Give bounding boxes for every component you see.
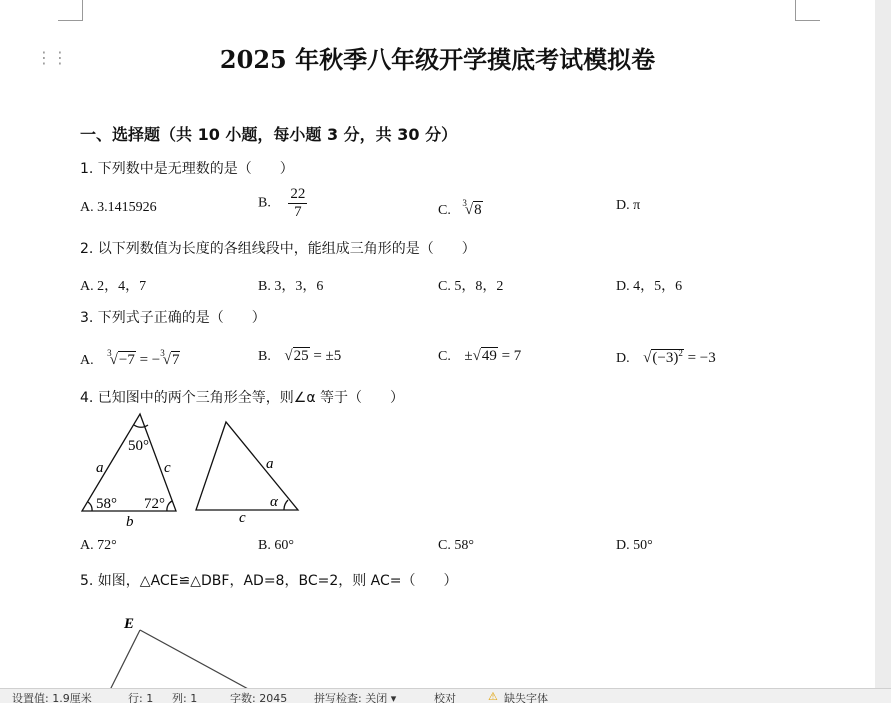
warning-icon: ⚠ <box>488 690 498 703</box>
section-heading: 一、选择题（共 10 小题，每小题 3 分，共 30 分） <box>80 125 458 144</box>
q4-fig1-side-a: a <box>96 460 104 476</box>
q4-triangles-figure <box>76 410 316 530</box>
q2-option-d: D. 4，5，6 <box>616 279 683 294</box>
status-word-count[interactable]: 字数: 2045 <box>230 692 288 703</box>
status-spell-check[interactable]: 拼写检查: 关闭 ▾ <box>314 692 397 703</box>
vertical-scrollbar[interactable] <box>875 0 891 688</box>
q1-option-d: D. π <box>616 198 641 213</box>
q4-fig2-side-a: a <box>266 456 274 472</box>
q4-option-c: C. 58° <box>438 538 474 553</box>
q1-b-denominator: 7 <box>294 204 302 220</box>
q4-fig1-right-angle: 72° <box>144 496 165 512</box>
page-title: 2025 年秋季八年级开学摸底考试模拟卷 <box>219 45 656 74</box>
q4-fig1-side-c: c <box>164 460 171 476</box>
status-bar <box>0 688 891 703</box>
question-4-stem: 4. 已知图中的两个三角形全等，则∠α 等于（ ） <box>80 390 405 406</box>
q3-option-a: A. $^3$√−7 = −$^3$√7 <box>80 348 180 368</box>
q4-option-a: A. 72° <box>80 538 117 553</box>
q4-triangle-2 <box>196 422 298 510</box>
question-3-stem: 3. 下列式子正确的是（ ） <box>80 310 266 326</box>
q5-line-right <box>140 630 250 688</box>
crop-mark-top-left <box>58 0 83 21</box>
status-proofread[interactable]: 校对 <box>434 692 456 703</box>
q4-fig2-alpha: α <box>270 494 278 510</box>
question-1-stem: 1. 下列数中是无理数的是（ ） <box>80 161 294 177</box>
q3-option-d: D. $√(-3)^2 = -3$ <box>616 348 716 366</box>
q1-b-numerator: 22 <box>290 186 306 202</box>
q5-line-left <box>110 630 140 688</box>
q4-fig2-side-c: c <box>239 510 246 526</box>
q4-fig1-side-b: b <box>126 514 134 530</box>
status-setting-value[interactable]: 设置值: 1.9厘米 <box>12 692 92 703</box>
q4-fig1-left-angle: 58° <box>96 496 117 512</box>
q2-option-a: A. 2，4，7 <box>80 279 147 294</box>
q2-option-b: B. 3，3，6 <box>258 279 324 294</box>
q2-option-c: C. 5，8，2 <box>438 279 504 294</box>
q4-fig1-top-angle: 50° <box>128 438 149 454</box>
question-5-stem: 5. 如图，△ACE≌△DBF，AD=8，BC=2，则 AC=（ ） <box>80 573 458 589</box>
q4-option-b: B. 60° <box>258 538 294 553</box>
status-col: 列: 1 <box>172 692 198 703</box>
question-2-stem: 2. 以下列数值为长度的各组线段中，能组成三角形的是（ ） <box>80 241 476 257</box>
q5-figure <box>100 610 270 688</box>
status-missing-font[interactable]: 缺失字体 <box>504 692 548 703</box>
q4-option-d: D. 50° <box>616 538 653 553</box>
drag-handle-icon[interactable]: ⋮⋮ <box>36 48 68 67</box>
crop-mark-top-right <box>795 0 820 21</box>
q5-label-e: E <box>124 616 135 632</box>
q3-option-b: B. √25 = ±5 <box>258 348 342 364</box>
q3-option-c: C. ±√49 = 7 <box>438 348 522 364</box>
q1-option-b: B. $\frac{22}{7}$ <box>258 186 306 220</box>
q1-option-a: A. 3.1415926 <box>80 200 157 215</box>
status-row: 行: 1 <box>128 692 154 703</box>
q1-option-c: C. $^3$√8 <box>438 198 482 218</box>
